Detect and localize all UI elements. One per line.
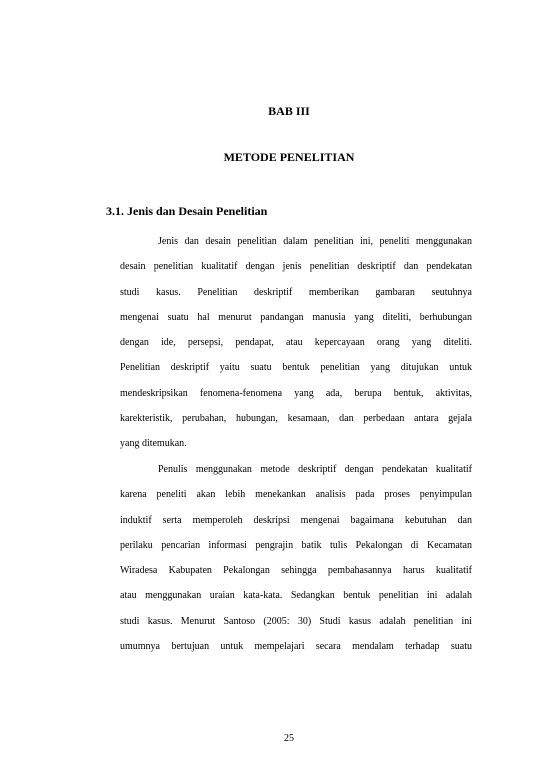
paragraph-line: desain penelitian kualitatif dengan jenis penelitian deskriptif dan pendekatan xyxy=(120,261,472,273)
paragraph-line: Wiradesa Kabupaten Pekalongan sehingga pembahasannya harus kualitatif xyxy=(120,565,472,577)
paragraph-line: Penulis menggunakan metode deskriptif dengan pendekatan kualitatif xyxy=(158,464,472,475)
paragraph-line: Jenis dan desain penelitian dalam penelitian ini, peneliti menggunakan xyxy=(158,236,472,247)
chapter-title: METODE PENELITIAN xyxy=(223,150,355,164)
paragraph-line: yang ditemukan. xyxy=(120,438,187,450)
paragraph-line: karena peneliti akan lebih menekankan analisis pada proses penyimpulan xyxy=(120,489,472,501)
section-heading: 3.1. Jenis dan Desain Penelitian xyxy=(106,204,268,218)
paragraph-line: mengenai suatu hal menurut pandangan manusia yang diteliti, berhubungan xyxy=(120,311,472,323)
paragraph-line: Penelitian deskriptif yaitu suatu bentuk penelitian yang ditujukan untuk xyxy=(120,362,472,374)
paragraph-1 xyxy=(120,229,472,457)
paragraph-line: mendeskripsikan fenomena-fenomena yang ada, berupa bentuk, aktivitas, xyxy=(120,387,472,399)
paragraph-line: induktif serta memperoleh deskripsi mengenai bagaimana kebutuhan dan xyxy=(120,514,472,526)
paragraph-line: dengan ide, persepsi, pendapat, atau kepercayaan orang yang diteliti. xyxy=(120,337,472,349)
paragraph-line: perilaku pencarian informasi pengrajin batik tulis Pekalongan di Kecamatan xyxy=(120,539,472,551)
paragraph-line: atau menggunakan uraian kata-kata. Sedangkan bentuk penelitian ini adalah xyxy=(120,590,472,602)
paragraph-line: karekteristik, perubahan, hubungan, kesamaan, dan perbedaan antara gejala xyxy=(120,413,472,425)
page-number: 25 xyxy=(284,733,294,744)
paragraph-line: umumnya bertujuan untuk mempelajari secara mendalam terhadap suatu xyxy=(120,641,472,653)
paragraph-2 xyxy=(120,457,472,659)
paragraph-line: studi kasus. Penelitian deskriptif memberikan gambaran seutuhnya xyxy=(120,286,472,298)
chapter-heading: BAB III xyxy=(268,104,310,118)
paragraph-line: studi kasus. Menurut Santoso (2005: 30) Studi kasus adalah penelitian ini xyxy=(120,615,472,627)
